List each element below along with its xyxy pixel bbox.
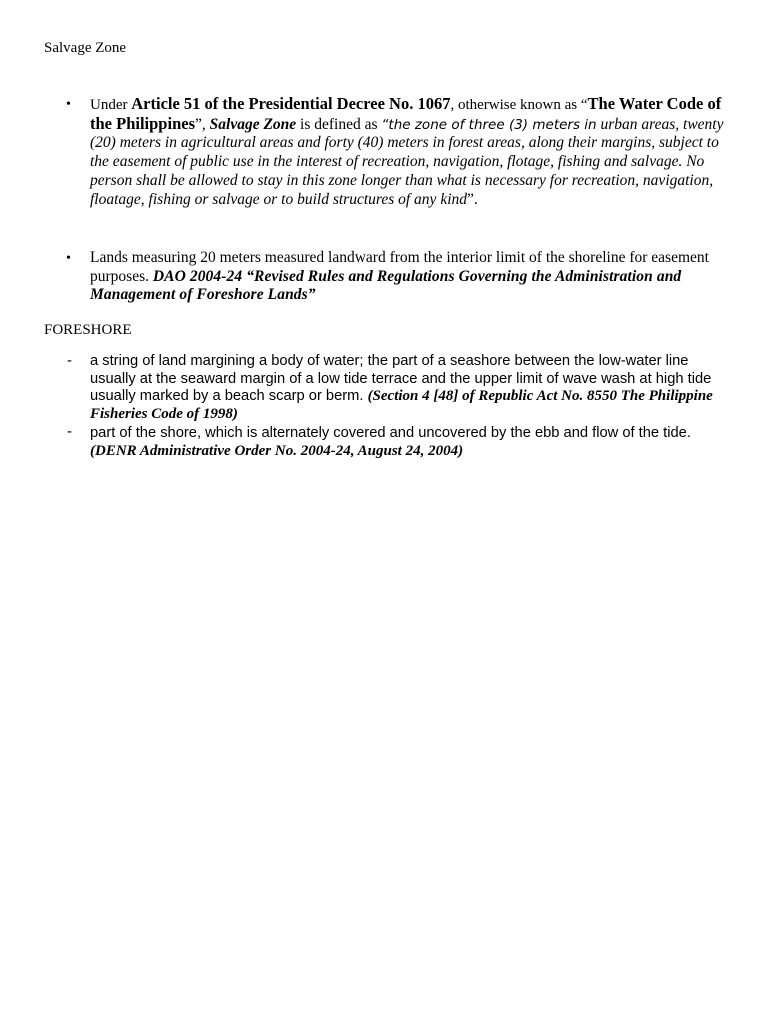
article-reference: Article 51 of the Presidential Decree No. 1067 xyxy=(131,94,451,113)
republic-act-citation: (Section 4 [48] of Republic Act No. 8550 The Philippine Fisheries Code of 1998) xyxy=(90,388,713,422)
water-code-title: The Water Code of the Philippines xyxy=(90,94,722,133)
bullet-text-under: Under xyxy=(90,97,132,113)
salvage-zone-term: Salvage Zone xyxy=(209,115,297,133)
section-heading-foreshore: FORESHORE xyxy=(44,322,132,338)
dash-marker: - xyxy=(67,352,72,369)
defined-as-text: is defined as xyxy=(296,115,382,133)
dash-marker: - xyxy=(67,423,72,440)
period: . xyxy=(145,267,153,285)
definition-quote-end: ”. xyxy=(467,190,478,208)
bullet-marker: • xyxy=(66,97,71,112)
definition-text: part of the shore, which is alternately covered and uncovered by the ebb and flow of the tide. xyxy=(90,425,691,441)
bullet-text-lands-measuring xyxy=(90,249,726,305)
bullet-marker: • xyxy=(66,251,71,266)
definition-quote-start: “the zone of three (3) meters in xyxy=(381,116,597,133)
otherwise-known-text: otherwise known as “ xyxy=(457,97,588,113)
definition-text: a string of land margining a body of water; the part of a seashore between the low-water line usually at the seaward margin of a low tide terrace and the upper limit of wave wash at high tide usually marked by a beach scarp or berm. xyxy=(90,353,712,405)
bullet-text-salvage-definition xyxy=(90,95,726,209)
foreshore-definition-2 xyxy=(90,425,726,460)
denr-citation: (DENR Administrative Order No. 2004-24, August 24, 2004) xyxy=(90,442,464,459)
dao-citation: DAO 2004-24 “Revised Rules and Regulations Governing the Administration and Management of Foreshore Lands” xyxy=(90,267,682,304)
close-quote: ”, xyxy=(195,115,210,133)
definition-quote-body: urban areas, twenty (20) meters in agricultural areas and forty (40) meters in forest areas, along their margins, subject to the easement of public use in the interest of recreation, navigation, flotage, fishing and salvage. No person shall be allowed to stay in this zone longer than what is necessary for recreation, navigation, floatage, fishing or salvage or to build structures of any kind xyxy=(90,115,724,208)
section-heading-salvage-zone: Salvage Zone xyxy=(44,40,127,56)
comma: , xyxy=(450,97,458,113)
foreshore-definition-1 xyxy=(90,353,726,423)
lands-measuring-text: Lands measuring 20 meters measured landward from the interior limit of the shoreline for easement purposes xyxy=(90,249,709,285)
